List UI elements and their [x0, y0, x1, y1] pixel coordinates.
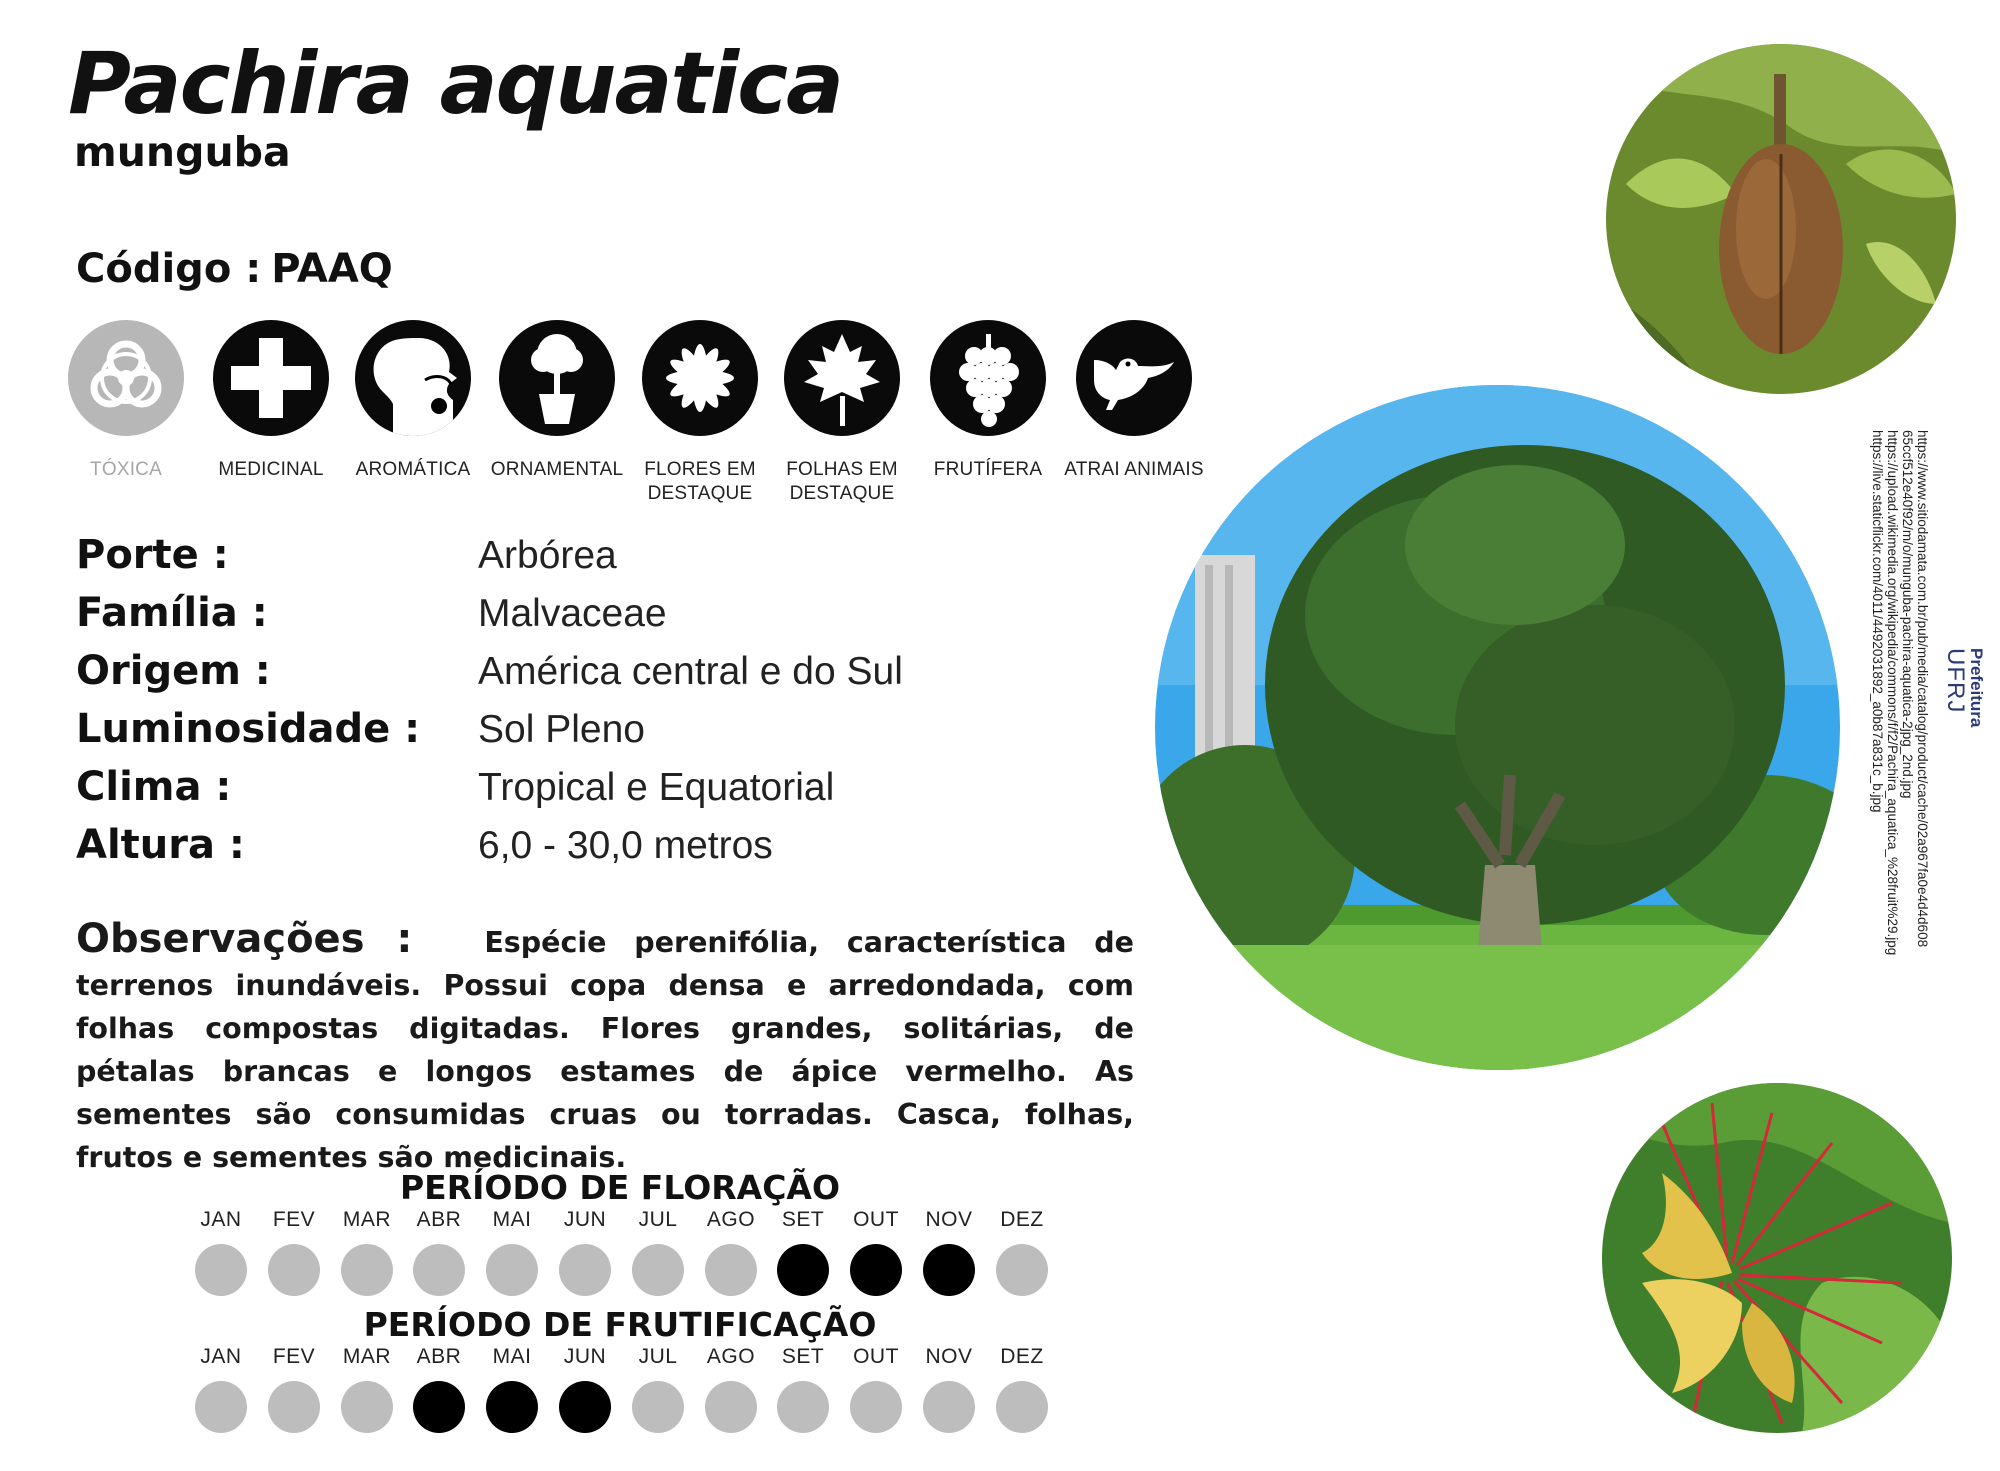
- month-abr: [404, 1345, 474, 1433]
- month-label: OUT: [853, 1345, 899, 1368]
- month-label: ABR: [416, 1208, 462, 1231]
- month-mai: [477, 1208, 547, 1296]
- month-label: ABR: [416, 1345, 462, 1368]
- attribute-key: Porte :: [76, 532, 229, 578]
- month-indicator: [413, 1244, 465, 1296]
- image-sources: [1870, 430, 1930, 955]
- month-indicator: [486, 1244, 538, 1296]
- category-animals: [1064, 320, 1204, 482]
- month-indicator: [195, 1244, 247, 1296]
- month-dez: [987, 1208, 1057, 1296]
- flower-photo: [1602, 1083, 1952, 1433]
- month-jul: [623, 1208, 693, 1296]
- attribute-value: Sol Pleno: [478, 708, 645, 751]
- month-label: MAR: [342, 1208, 392, 1231]
- month-indicator: [923, 1381, 975, 1433]
- month-indicator: [632, 1381, 684, 1433]
- tree-photo: [1155, 385, 1840, 1070]
- potted-plant-icon: [499, 320, 615, 436]
- source-line: https://www.sitiodamata.com.br/pub/media/catalog/product/cache/02a967fa0e4d4d608: [1915, 430, 1930, 948]
- month-label: JUN: [563, 1208, 607, 1231]
- month-indicator: [268, 1244, 320, 1296]
- month-jan: [186, 1345, 256, 1433]
- fruit-photo: [1606, 44, 1956, 394]
- observations: [76, 918, 1134, 1179]
- scientific-name: Pachira aquatica: [68, 34, 843, 134]
- month-label: DEZ: [1000, 1208, 1044, 1231]
- category-fruit: [918, 320, 1058, 482]
- attribute-value: 6,0 - 30,0 metros: [478, 824, 773, 867]
- month-ago: [696, 1345, 766, 1433]
- month-label: DEZ: [1000, 1345, 1044, 1368]
- attribute-key: Origem :: [76, 648, 271, 694]
- source-line: 65ccf512e40f92/m/o/munguba-pachira-aquatica-2jpg_2nd.jpg: [1900, 430, 1915, 799]
- category-label: TÓXICA: [90, 459, 162, 480]
- month-indicator: [705, 1381, 757, 1433]
- head-profile-icon: [355, 320, 471, 436]
- attribute-key: Clima :: [76, 764, 232, 810]
- month-indicator: [559, 1381, 611, 1433]
- month-mar: [332, 1208, 402, 1296]
- category-label: ORNAMENTAL: [490, 459, 624, 480]
- species-code: [76, 246, 393, 292]
- month-nov: [914, 1345, 984, 1433]
- month-jan: [186, 1208, 256, 1296]
- month-label: MAR: [342, 1345, 392, 1368]
- flower-icon: [642, 320, 758, 436]
- month-jun: [550, 1345, 620, 1433]
- month-label: JUN: [563, 1345, 607, 1368]
- month-label: JAN: [200, 1345, 242, 1368]
- logo-line1: Prefeitura: [1967, 648, 1986, 728]
- month-indicator: [195, 1381, 247, 1433]
- month-set: [768, 1208, 838, 1296]
- observations-label: Observações :: [76, 916, 413, 962]
- month-label: AGO: [706, 1345, 756, 1368]
- category-aromatic: [343, 320, 483, 482]
- month-label: JAN: [200, 1208, 242, 1231]
- category-leaves: [772, 320, 912, 506]
- category-medicinal: [201, 320, 341, 482]
- month-nov: [914, 1208, 984, 1296]
- month-label: MAI: [492, 1345, 532, 1368]
- month-jun: [550, 1208, 620, 1296]
- month-jul: [623, 1345, 693, 1433]
- month-mai: [477, 1345, 547, 1433]
- attribute-key: Luminosidade :: [76, 706, 421, 752]
- month-set: [768, 1345, 838, 1433]
- observations-text: Espécie perenifólia, característica de terrenos inundáveis. Possui copa densa e arredondada, com folhas compostas digitadas. Flores grandes, solitárias, de pétalas brancas e longos estames de ápice vermelho. As sementes são consumidas cruas ou torradas. Casca, folhas, frutos e sementes são medicinais.: [76, 926, 1135, 1174]
- attribute-value: Arbórea: [478, 534, 617, 577]
- month-label: OUT: [853, 1208, 899, 1231]
- source-line: https://upload.wikimedia.org/wikipedia/commons/f/f2/Pachira_aquatica_%28fruit%29.jpg: [1885, 430, 1900, 956]
- category-label: FLORES EM DESTAQUE: [644, 459, 756, 504]
- category-flowers: [630, 320, 770, 506]
- attribute-value: Malvaceae: [478, 592, 667, 635]
- month-label: SET: [781, 1345, 825, 1368]
- month-indicator: [923, 1244, 975, 1296]
- category-label: FOLHAS EM DESTAQUE: [786, 459, 898, 504]
- medical-cross-icon: [213, 320, 329, 436]
- month-ago: [696, 1208, 766, 1296]
- logo-line2: UFRJ: [1942, 648, 1969, 714]
- month-indicator: [777, 1244, 829, 1296]
- month-indicator: [632, 1244, 684, 1296]
- month-fev: [259, 1208, 329, 1296]
- category-label: MEDICINAL: [218, 459, 324, 480]
- month-out: [841, 1208, 911, 1296]
- month-fev: [259, 1345, 329, 1433]
- category-ornamental: [487, 320, 627, 482]
- code-value: PAAQ: [271, 246, 393, 292]
- bird-icon: [1076, 320, 1192, 436]
- month-mar: [332, 1345, 402, 1433]
- month-indicator: [341, 1381, 393, 1433]
- category-toxic: [56, 320, 196, 482]
- category-label: FRUTÍFERA: [933, 459, 1043, 480]
- month-indicator: [850, 1381, 902, 1433]
- month-label: AGO: [706, 1208, 756, 1231]
- month-abr: [404, 1208, 474, 1296]
- month-label: NOV: [925, 1345, 973, 1368]
- month-label: FEV: [272, 1345, 316, 1368]
- biohazard-icon: [68, 320, 184, 436]
- common-name: munguba: [74, 128, 291, 176]
- month-out: [841, 1345, 911, 1433]
- month-indicator: [777, 1381, 829, 1433]
- prefeitura-ufrj-logo: [1935, 648, 1995, 818]
- month-indicator: [559, 1244, 611, 1296]
- month-label: SET: [781, 1208, 825, 1231]
- month-indicator: [486, 1381, 538, 1433]
- month-label: MAI: [492, 1208, 532, 1231]
- flowering-title: PERÍODO DE FLORAÇÃO: [399, 1168, 841, 1207]
- attribute-value: Tropical e Equatorial: [478, 766, 835, 809]
- month-label: NOV: [925, 1208, 973, 1231]
- fruiting-title: PERÍODO DE FRUTIFICAÇÃO: [363, 1305, 877, 1344]
- attribute-value: América central e do Sul: [478, 650, 903, 693]
- month-indicator: [341, 1244, 393, 1296]
- month-indicator: [705, 1244, 757, 1296]
- category-label: AROMÁTICA: [355, 459, 471, 480]
- month-dez: [987, 1345, 1057, 1433]
- month-label: FEV: [272, 1208, 316, 1231]
- month-indicator: [996, 1244, 1048, 1296]
- month-indicator: [268, 1381, 320, 1433]
- month-indicator: [996, 1381, 1048, 1433]
- category-label: ATRAI ANIMAIS: [1064, 459, 1204, 480]
- month-label: JUL: [638, 1208, 678, 1231]
- code-label: Código :: [76, 246, 262, 292]
- attribute-key: Altura :: [76, 822, 245, 868]
- attribute-key: Família :: [76, 590, 268, 636]
- grapes-icon: [930, 320, 1046, 436]
- source-line: https://live.staticflickr.com/4011/4492031892_a0b87a831c_b.jpg: [1870, 430, 1885, 813]
- leaf-icon: [784, 320, 900, 436]
- month-indicator: [413, 1381, 465, 1433]
- month-indicator: [850, 1244, 902, 1296]
- month-label: JUL: [638, 1345, 678, 1368]
